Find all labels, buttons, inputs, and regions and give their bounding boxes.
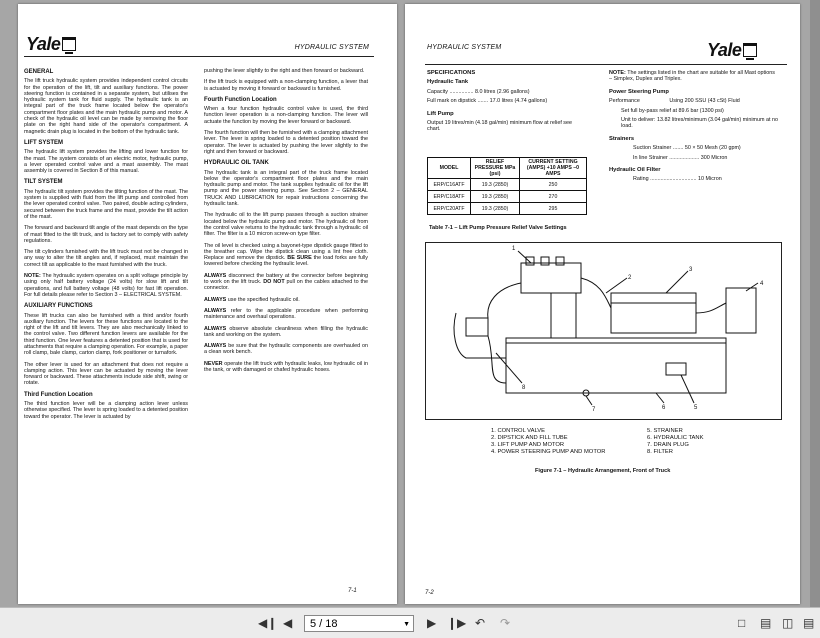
specifications-right bbox=[609, 70, 779, 186]
table-cell: ERP/C18ATF bbox=[428, 191, 471, 203]
heading-hydraulic-tank: Hydraulic Tank bbox=[427, 79, 469, 86]
table-cell: 19.3 (2850) bbox=[471, 179, 520, 191]
facing-pages-icon[interactable]: ▤ bbox=[760, 616, 772, 630]
table-cell: 295 bbox=[520, 203, 587, 215]
warning-paragraph: ALWAYS use the specified hydraulic oil. bbox=[204, 296, 300, 303]
next-page-icon[interactable]: ▶ bbox=[427, 616, 437, 630]
paragraph: The other lever is used for an attachment that does not require a clamping action. This lever can be actuated by moving the lever forward or backward. These attachments include side shift, swing or rotate. bbox=[24, 361, 188, 387]
lift-pump-motor-shape bbox=[611, 293, 696, 333]
page-7-2 bbox=[405, 4, 800, 604]
table-row bbox=[428, 179, 587, 191]
heading-strainers: Strainers bbox=[609, 135, 635, 142]
figure-legend-left bbox=[491, 428, 605, 456]
spec-performance: Performance Using 200 SSU (43 cSt) Fluid bbox=[609, 98, 740, 105]
legend-item: 8. FILTER bbox=[647, 449, 673, 455]
page-number: 7-2 bbox=[425, 590, 434, 596]
figure-legend-right bbox=[647, 428, 703, 456]
callout-1: 1 bbox=[512, 246, 516, 252]
legend-item: 5. STRAINER bbox=[647, 428, 683, 434]
callout-7: 7 bbox=[592, 407, 596, 413]
table-cell: 19.3 (2850) bbox=[471, 191, 520, 203]
two-page-icon[interactable]: ◫ bbox=[782, 616, 794, 630]
yale-logo: Yale bbox=[26, 34, 76, 55]
paragraph: The tilt cylinders furnished with the lift truck must not be changed in any way to alter the tilt angles and, if replaced, must maintain the correct tilt as applicable to the mast furnished with the truck. bbox=[24, 249, 188, 268]
paragraph: When a four function hydraulic control valve is used, the third function lever operation is a non-clamping function. The lever will actuate the function by moving the lever forward or backward. bbox=[204, 106, 368, 125]
spec-inline-strainer: In line Strainer .................... 300 Micron bbox=[633, 154, 728, 161]
spec-rating: Rating ............................... 10 Micron bbox=[633, 176, 722, 183]
heading-fourth-function: Fourth Function Location bbox=[204, 96, 277, 103]
column-right bbox=[204, 68, 368, 378]
paragraph: The oil level is checked using a bayonet-type dipstick gauge fitted to the breather cap. Wipe the dipstick clean using a lint free cloth. Replace and remove the dipstick. BE SURE the load forks are fully lowered before checking the hydraulic level. bbox=[204, 242, 369, 268]
heading-general: GENERAL bbox=[24, 69, 54, 75]
paragraph: The hydraulic lift system provides the lifting and lower function for the mast. The system consists of an electric motor, hydraulic pump, a lever operated control valve and a mast assembly. The mast assembly is covered in Section 8 of this manual. bbox=[24, 149, 188, 175]
heading-tilt-system: TILT SYSTEM bbox=[24, 179, 63, 186]
paragraph: The third function lever will be a clamping action lever unless otherwise specified. The lever is spring loaded to a detented position toward the operator. The lever is actuated by bbox=[24, 401, 188, 420]
figure-caption: Figure 7-1 – Hydraulic Arrangement, Front of Truck bbox=[535, 468, 671, 474]
heading-specifications: SPECIFICATIONS bbox=[427, 70, 476, 76]
running-header: HYDRAULIC SYSTEM bbox=[294, 44, 369, 51]
legend-item: 7. DRAIN PLUG bbox=[647, 442, 689, 448]
warning-paragraph: ALWAYS disconnect the battery at the connector before beginning to work on the lift truck. DO NOT pull on the cables attached to the connector. bbox=[204, 272, 369, 292]
column-left bbox=[24, 64, 188, 425]
table-cell: 19.3 (2850) bbox=[471, 203, 520, 215]
legend-item: 4. POWER STEERING PUMP AND MOTOR bbox=[491, 449, 606, 455]
note-paragraph: NOTE: The hydraulic system operates on a split voltage principle by using only half battery voltage (24 volts) for slow lift and tilt operations, and full battery voltage (48 volts) for fast lift operation. For full details please refer to Section 3 – ELECTRICAL SYSTEM. bbox=[24, 273, 189, 298]
page-7-1 bbox=[18, 4, 397, 604]
navigation-toolbar bbox=[0, 607, 820, 638]
power-steering-pump-shape bbox=[726, 288, 756, 333]
heading-hydraulic-oil-filter: Hydraulic Oil Filter bbox=[609, 167, 661, 174]
chevron-down-icon[interactable]: ▼ bbox=[403, 621, 410, 628]
warning-paragraph: ALWAYS refer to the applicable procedure when performing maintenance and overhaul operations. bbox=[204, 307, 369, 321]
heading-lift-system: LIFT SYSTEM bbox=[24, 139, 63, 146]
note-paragraph: NOTE: The settings listed in the chart are suitable for all Mast options – Simplex, Duplex and Triplex. bbox=[609, 70, 775, 83]
hydraulic-tank-shape bbox=[506, 338, 726, 393]
legend-item: 6. HYDRAULIC TANK bbox=[647, 435, 704, 441]
callout-3: 3 bbox=[689, 267, 693, 273]
go-forward-icon[interactable]: ↷ bbox=[500, 616, 511, 630]
table-cell: ERP/C16ATF bbox=[428, 179, 471, 191]
heading-lift-pump: Lift Pump bbox=[427, 110, 454, 117]
continuous-icon[interactable]: ▤ bbox=[803, 616, 815, 630]
prev-page-icon[interactable]: ◀ bbox=[283, 616, 293, 630]
spec-deliver: Unit to deliver: 13.82 litres/minimum (3.04 gal/min) minimum at no load. bbox=[621, 117, 778, 130]
spec-suction-strainer: Suction Strainer ....... 50 × 50 Mesh (20 gpm) bbox=[633, 145, 741, 152]
warning-paragraph: ALWAYS be sure that the hydraulic components are overhauled on a clean work bench. bbox=[204, 343, 368, 356]
spec-capacity: Capacity ................ 8.0 litres (2.96 gallons) bbox=[427, 88, 530, 95]
table-header: RELIEF PRESSURE MPa (psi) bbox=[471, 158, 520, 179]
spec-output: Output 19 litres/min (4.18 gal/min) minimum flow at relief see chart. bbox=[427, 120, 573, 133]
spec-full-mark: Full mark on dipstick ....... 17.0 litres (4.74 gallons) bbox=[427, 98, 548, 105]
paragraph: The hydraulic tilt system provides the tilting function of the mast. The system is supplied with fluid from the lift pump and controlled from the lever operated control valve. Two paired, double acting cylinders, secured between the truck frame and the mast, provide the tilt action of the mast. bbox=[24, 188, 188, 220]
callout-5: 5 bbox=[694, 405, 698, 411]
table-cell: 270 bbox=[520, 191, 587, 203]
hydraulic-diagram bbox=[426, 243, 781, 419]
warning-paragraph: NEVER operate the lift truck with hydraulic leaks, low hydraulic oil in the tank, or with damaged or chafed hydraulic hoses. bbox=[204, 360, 369, 373]
paragraph: The lift truck hydraulic system provides independent control circuits for the operation of the lift, tilt and auxiliary functions. The power steering function is contained in a separate system, but utilises the hydraulic system tank for fluid supply. The hydraulic tank is an integral part of the truck frame located below the operator's compartment floor plates and the main hydraulic pump and motor. A check of the hydraulic oil level can be made by removing the floor plate on the right hand side of the operator's compartment. A magnetic drain plug is located in the bottom of the hydraulic tank. bbox=[24, 78, 188, 135]
table-caption: Table 7-1 – Lift Pump Pressure Relief Valve Settings bbox=[429, 225, 567, 231]
go-back-icon[interactable]: ↶ bbox=[475, 616, 486, 630]
paragraph: The forward and backward tilt angle of the mast depends on the type of mast fitted to the tilt truck, and is factory set to comply with safety regulations. bbox=[24, 225, 188, 244]
paragraph: The fourth function will then be furnished with a clamping attachment lever. The lever is spring loaded to a detented position toward the operator. The lever is actuated by pushing the lever slightly to the right and then forward or backward. bbox=[204, 130, 368, 155]
paragraph: These lift trucks can also be furnished with a third and/or fourth auxiliary function. The levers for these functions are located to the right of the lift and tilt levers. They are also mechanically linked to the control valve. Two different function levers are available for the third function. One lever features a detented position that is used for attachments that require a clamping operation. For example, a paper roll clamp, bale clamp, carton clamp, fork positioner or turnafork. bbox=[24, 312, 188, 357]
page-number: 7-1 bbox=[348, 588, 357, 594]
spec-bypass: Set full by-pass relief at 89.6 bar (1300 psi) bbox=[621, 107, 724, 114]
legend-item: 1. CONTROL VALVE bbox=[491, 428, 546, 434]
heading-hydraulic-oil-tank: HYDRAULIC OIL TANK bbox=[204, 160, 269, 167]
callout-6: 6 bbox=[662, 405, 666, 411]
last-page-icon[interactable]: ❙▶ bbox=[447, 616, 467, 630]
warning-paragraph: ALWAYS observe absolute cleanliness when filling the hydraulic tank and working on the system. bbox=[204, 325, 369, 338]
legend-item: 3. LIFT PUMP AND MOTOR bbox=[491, 442, 565, 448]
callout-2: 2 bbox=[628, 275, 632, 281]
table-cell: ERP/C20ATF bbox=[428, 203, 471, 215]
table-header: MODEL bbox=[428, 158, 471, 179]
strainer-shape bbox=[666, 363, 686, 375]
control-valve-shape bbox=[521, 263, 581, 293]
yale-logo: Yale bbox=[707, 40, 757, 61]
heading-power-steering-pump: Power Steering Pump bbox=[609, 88, 669, 95]
relief-valve-table bbox=[427, 157, 587, 215]
heading-auxiliary: AUXILIARY FUNCTIONS bbox=[24, 303, 93, 310]
legend-item: 2. DIPSTICK AND FILL TUBE bbox=[491, 435, 568, 441]
callout-8: 8 bbox=[522, 385, 526, 391]
filter-shape bbox=[466, 318, 488, 336]
callout-4: 4 bbox=[760, 281, 764, 287]
first-page-icon[interactable]: ◀❙ bbox=[258, 616, 278, 630]
header-rule bbox=[425, 64, 787, 65]
paragraph: The hydraulic oil to the lift pump passes through a suction strainer located below the hydraulic pump and motor. The hydraulic oil from the control valve returns to the hydraulic tank through a hydraulic oil filter. The filter is a 10 micron screw-on type filter. bbox=[204, 212, 368, 238]
table-row bbox=[428, 191, 587, 203]
paragraph: If the lift truck is equipped with a non-clamping function, a lever that is actuated by moving it forward or backward is furnished. bbox=[204, 79, 368, 92]
single-page-icon[interactable]: □ bbox=[738, 616, 746, 630]
page-number-field[interactable] bbox=[304, 615, 414, 632]
heading-third-function: Third Function Location bbox=[24, 391, 93, 398]
paragraph: pushing the lever slightly to the right and then forward or backward. bbox=[204, 68, 365, 74]
vertical-scrollbar[interactable] bbox=[810, 0, 820, 607]
header-rule bbox=[24, 56, 374, 57]
hydraulic-arrangement-figure bbox=[425, 242, 782, 420]
table-row bbox=[428, 203, 587, 215]
running-header: HYDRAULIC SYSTEM bbox=[427, 44, 502, 51]
table-cell: 250 bbox=[520, 179, 587, 191]
specifications-left bbox=[427, 70, 587, 133]
paragraph: The hydraulic tank is an integral part of the truck frame located below the operator's compartment floor plates and the main hydraulic pump and motor. The tank supplies hydraulic oil for the lift pump and the power steering pump. See Section 2 – GENERAL TRUCK AND LUBRICATION for repair instructions concerning the hydraulic tank. bbox=[204, 169, 368, 208]
table-header: CURRENT SETTING (AMPS) +10 AMPS –0 AMPS bbox=[520, 158, 587, 179]
page-number-input[interactable] bbox=[305, 618, 390, 630]
